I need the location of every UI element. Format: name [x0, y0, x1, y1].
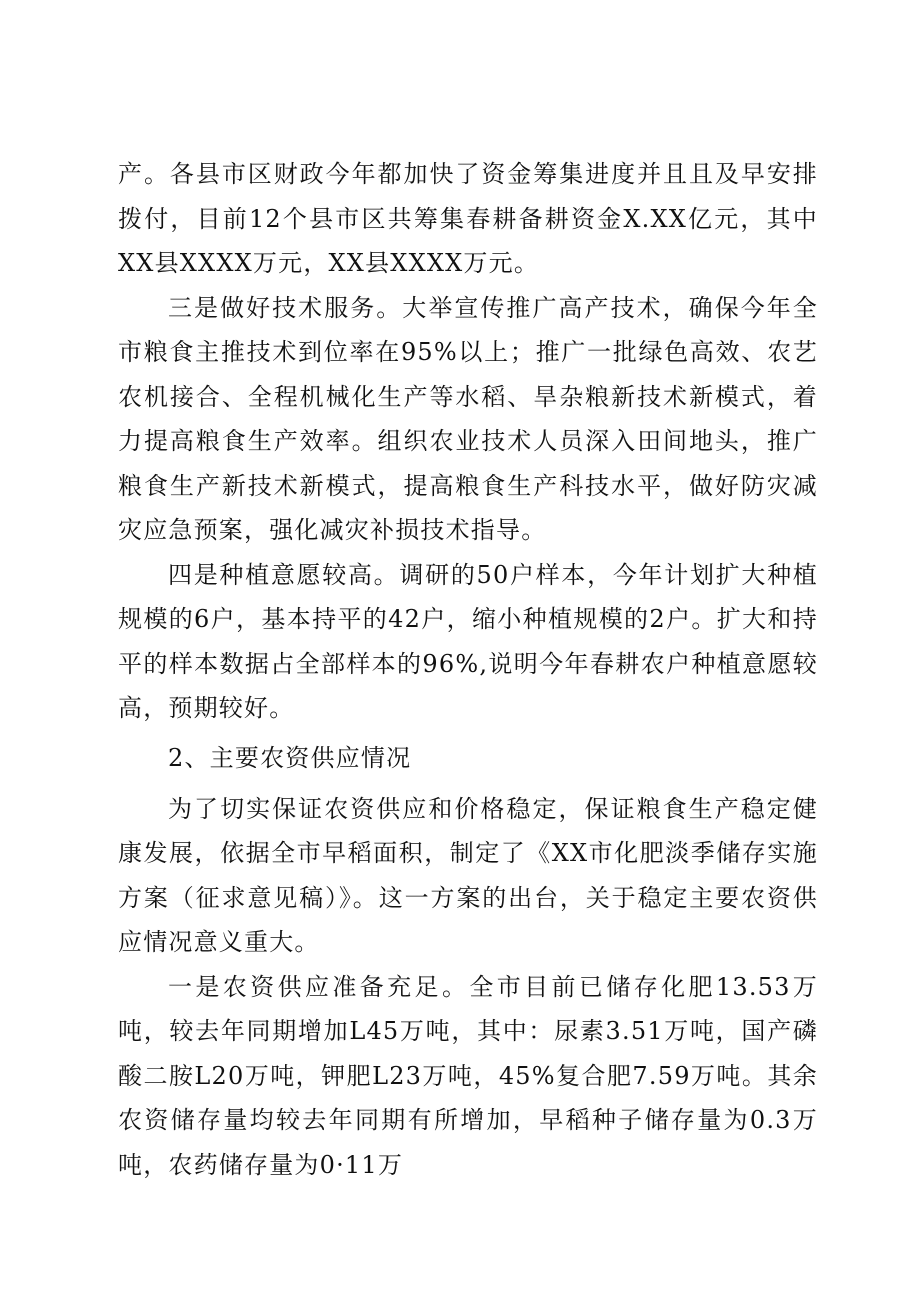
paragraph-planting-intention: 四是种植意愿较高。调研的50户样本，今年计划扩大种植规模的6户，基本持平的42户，缩小种植规模的2户。扩大和持平的样本数据占全部样本的96%,说明今年春耕农户种植意愿较高，预期较好。	[118, 560, 818, 722]
paragraph-technical-service: 三是做好技术服务。大举宣传推广高产技术，确保今年全市粮食主推技术到位率在95%以上；推广一批绿色高效、农艺农机接合、全程机械化生产等水稻、旱杂粮新技术新模式，着力提高粮食生产效率。组织农业技术人员深入田间地头，推广粮食生产新技术新模式，提高粮食生产科技水平，做好防灾减灾应急预案，强化减灾补损技术指导。	[118, 293, 818, 544]
paragraph-supply-plan: 为了切实保证农资供应和价格稳定，保证粮食生产稳定健康发展，依据全市早稻面积，制定了《XX市化肥淡季储存实施方案（征求意见稿）》。这一方案的出台，关于稳定主要农资供应情况意义重大。	[118, 794, 818, 956]
paragraph-supply-preparation: 一是农资供应准备充足。全市目前已储存化肥13.53万吨，较去年同期增加L45万吨，其中：尿素3.51万吨，国产磷酸二胺L20万吨，钾肥L23万吨，45%复合肥7.59万吨。其余农资储存量均较去年同期有所增加，早稻种子储存量为0.3万吨，农药储存量为0·11万	[118, 972, 818, 1179]
section-heading-agricultural-supply: 2、主要农资供应情况	[168, 743, 412, 772]
document-body	[118, 152, 818, 1187]
paragraph-funding-continuation: 产。各县市区财政今年都加快了资金筹集进度并且且及早安排拨付，目前12个县市区共筹集春耕备耕资金X.XX亿元，其中XX县XXXX万元，XX县XXXX万元。	[118, 160, 818, 277]
